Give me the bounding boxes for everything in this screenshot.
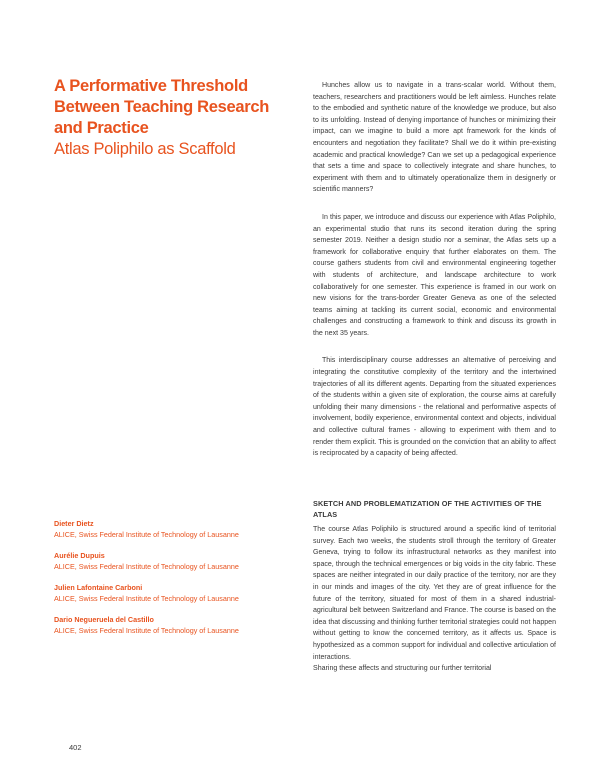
body-paragraph: This interdisciplinary course addresses an alternative of perceiving and integrating the constitutive complexity of the territory and the intertwined trajectories of all its different agents. Departing from the situated experiences of the students within a given site of exploration, the course aims at carefully unfolding their many dimensions - the relational and performative aspects of involvement, bodily experience, environmental context and objects, individual and collective cultural frames - allowing to experiment with them and to render them explicit. This is grounded on the conviction that an ability to affect is reciprocated by a capacity of being affected. — [313, 357, 556, 458]
author-list — [54, 519, 294, 647]
author-entry — [54, 615, 294, 636]
author-affiliation: ALICE, Swiss Federal Institute of Technology of Lausanne — [54, 561, 239, 571]
author-name: Dieter Dietz — [54, 519, 94, 528]
author-affiliation: ALICE, Swiss Federal Institute of Technology of Lausanne — [54, 529, 239, 539]
body-paragraph: The course Atlas Poliphilo is structured around a specific kind of territorial survey. Each two weeks, the students stroll through the territory of Greater Geneva, trying to follow its infrastructural networks as they manifest into space, through the technical emergences or big voids in the city fabric. These spaces are neither integrated in our daily practice of the territory, nor are they in our minds and images of the city. Yet they are of great influence for the future of the territory, situated for most of them in a shared industrial-agricultural belt between Switzerland and France. The course is based on the idea that discussing and thinking further territorial strategies could not happen without getting to know the concerned territory, as it affects us. Space is hypothesized as a common support for individual and collective articulation of interactions. — [313, 526, 556, 661]
author-affiliation: ALICE, Swiss Federal Institute of Technology of Lausanne — [54, 593, 239, 603]
author-name: Dario Negueruela del Castillo — [54, 615, 154, 624]
page-number: 402 — [69, 743, 82, 752]
author-name: Aurélie Dupuis — [54, 551, 105, 560]
author-entry — [54, 519, 294, 540]
paper-title: A Performative Threshold Between Teaching Research and Practice — [54, 77, 270, 137]
paper-subtitle: Atlas Poliphilo as Scaffold — [54, 140, 236, 158]
author-affiliation: ALICE, Swiss Federal Institute of Technology of Lausanne — [54, 625, 239, 635]
section-heading: SKETCH AND PROBLEMATIZATION OF THE ACTIVITIES OF THE ATLAS — [313, 498, 542, 520]
author-entry — [54, 551, 294, 572]
body-paragraph: In this paper, we introduce and discuss our experience with Atlas Poliphilo, an experimental studio that runs its second iteration during the spring semester 2019. Neither a design studio nor a seminar, the Atlas sets up a framework for collaborative enquiry that further elaborates on them. The course gathers students from civil and environmental engineering together with students of architecture, and landscape architecture to work collaboratively for one semester. This experience is framed in our work on new visions for the trans-border Greater Geneva as one of the selected teams aiming at tackling its current social, economic and environmental challenges and constructing a framework to think and discuss its growth in the next 35 years. — [313, 213, 556, 337]
author-name: Julien Lafontaine Carboni — [54, 583, 143, 592]
author-entry — [54, 583, 294, 604]
title-block — [54, 76, 294, 160]
body-paragraph: Hunches allow us to navigate in a trans-scalar world. Without them, teachers, researchers and practitioners would be left aimless. Hunches relate to the embodied and synthetic nature of the knowledge we produce, but also to its unfolding. Instead of denying importance of hunches or minimizing their impact, can we imagine to build a more apt framework for the kinds of encounters and negotiation they facilitate? Shall we do it within pre-existing academic and practical knowledge? Can we set up a pedagogical experience that sets a time and space to collectively integrate and share hunches, to experiment with them and to ultimately operationalize them in designerly or scientific manners? — [313, 82, 556, 194]
body-paragraph: Sharing these affects and structuring our further territorial — [313, 665, 492, 673]
main-text-column — [313, 80, 556, 675]
